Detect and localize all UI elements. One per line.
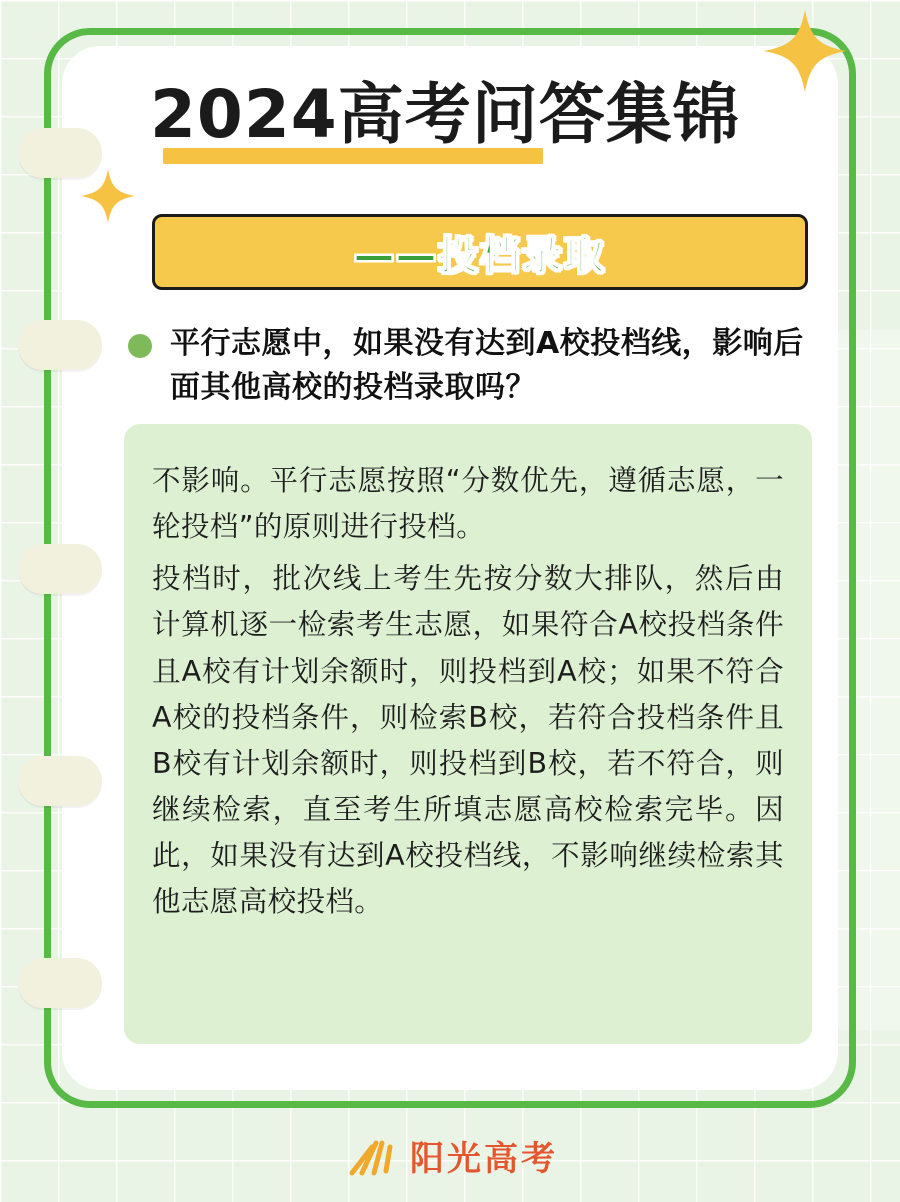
- answer-paragraph: 投档时，批次线上考生先按分数大排队，然后由计算机逐一检索考生志愿，如果符合A校投档条件且A校有计划余额时，则投档到A校；如果不符合A校的投档条件，则检索B校，若符合投档条件且B校有计划余额时，则投档到B校，若不符合，则继续检索，直至考生所填志愿高校检索完毕。因此，如果没有达到A校投档线，不影响继续检索其他志愿高校投档。: [152, 562, 784, 919]
- binder-ring: [18, 544, 102, 594]
- answer-paragraph: 不影响。平行志愿按照“分数优先，遵循志愿，一轮投档”的原则进行投档。: [152, 464, 784, 544]
- binder-ring: [18, 320, 102, 370]
- subtitle-text: ——投档录取: [354, 232, 606, 279]
- bullet-icon: [128, 334, 152, 358]
- sun-rays-icon: [342, 1135, 400, 1177]
- page-title: 2024高考问答集锦: [150, 76, 740, 153]
- subtitle-banner: [152, 214, 808, 290]
- logo-text: 阳光高考: [410, 1139, 558, 1179]
- question-text: 平行志愿中，如果没有达到A校投档线，影响后面其他高校的投档录取吗？: [170, 326, 804, 405]
- page-title-wrap: [150, 78, 830, 152]
- binder-rings: [18, 120, 104, 1020]
- question-block: [128, 322, 818, 409]
- binder-ring: [18, 958, 102, 1008]
- answer-block: [124, 424, 812, 1044]
- footer-logo: [0, 1131, 900, 1180]
- binder-ring: [18, 128, 102, 178]
- binder-ring: [18, 756, 102, 806]
